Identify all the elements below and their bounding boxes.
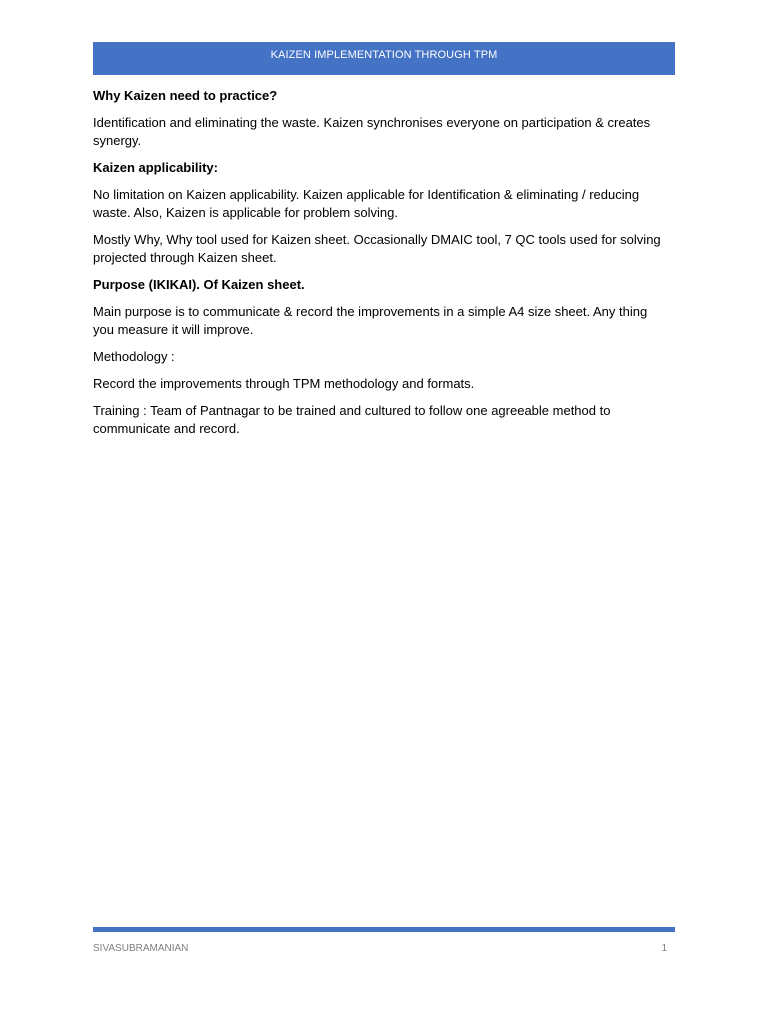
paragraph-line: synergy. — [93, 132, 142, 148]
heading-methodology — [93, 348, 675, 366]
paragraph-line: Training : Team of Pantnagar to be trained and cultured to follow one agreeable method to — [93, 403, 611, 419]
paragraph-line: Identification and eliminating the waste. Kaizen synchronises everyone on participation & creates — [93, 115, 651, 131]
paragraph-line: projected through Kaizen sheet. — [93, 249, 277, 265]
paragraph-training — [93, 402, 675, 437]
heading-purpose — [93, 276, 675, 294]
heading-line: Purpose (IKIKAI). Of Kaizen sheet. — [93, 276, 305, 292]
heading-line: Methodology : — [93, 348, 175, 364]
paragraph-line: Mostly Why, Why tool used for Kaizen sheet. Occasionally DMAIC tool, 7 QC tools used for solving — [93, 231, 661, 247]
heading-line: Why Kaizen need to practice? — [93, 88, 278, 103]
paragraph-line: Main purpose is to communicate & record the improvements in a simple A4 size sheet. Any thing — [93, 303, 648, 319]
heading-why-kaizen — [93, 87, 675, 105]
paragraph-applicability-scope — [93, 186, 675, 221]
page-number: 1 — [661, 943, 667, 954]
paragraph-line: waste. Also, Kaizen is applicable for problem solving. — [93, 204, 398, 220]
paragraph-applicability-tools — [93, 231, 675, 266]
header-bar — [93, 42, 675, 75]
document-title: KAIZEN IMPLEMENTATION THROUGH TPM — [270, 49, 498, 61]
paragraph-line: No limitation on Kaizen applicability. Kaizen applicable for Identification & eliminating / reducing — [93, 187, 640, 203]
heading-line: Kaizen applicability: — [93, 159, 218, 175]
footer-author: SIVASUBRAMANIAN — [93, 943, 189, 954]
footer-divider — [93, 927, 675, 932]
paragraph-line: communicate and record. — [93, 420, 240, 436]
heading-applicability — [93, 159, 675, 177]
paragraph-line: Record the improvements through TPM methodology and formats. — [93, 375, 475, 391]
paragraph-line: you measure it will improve. — [93, 321, 254, 337]
paragraph-why-kaizen-answer — [93, 114, 675, 149]
paragraph-methodology — [93, 375, 675, 393]
document-body — [93, 87, 675, 447]
paragraph-purpose — [93, 303, 675, 338]
